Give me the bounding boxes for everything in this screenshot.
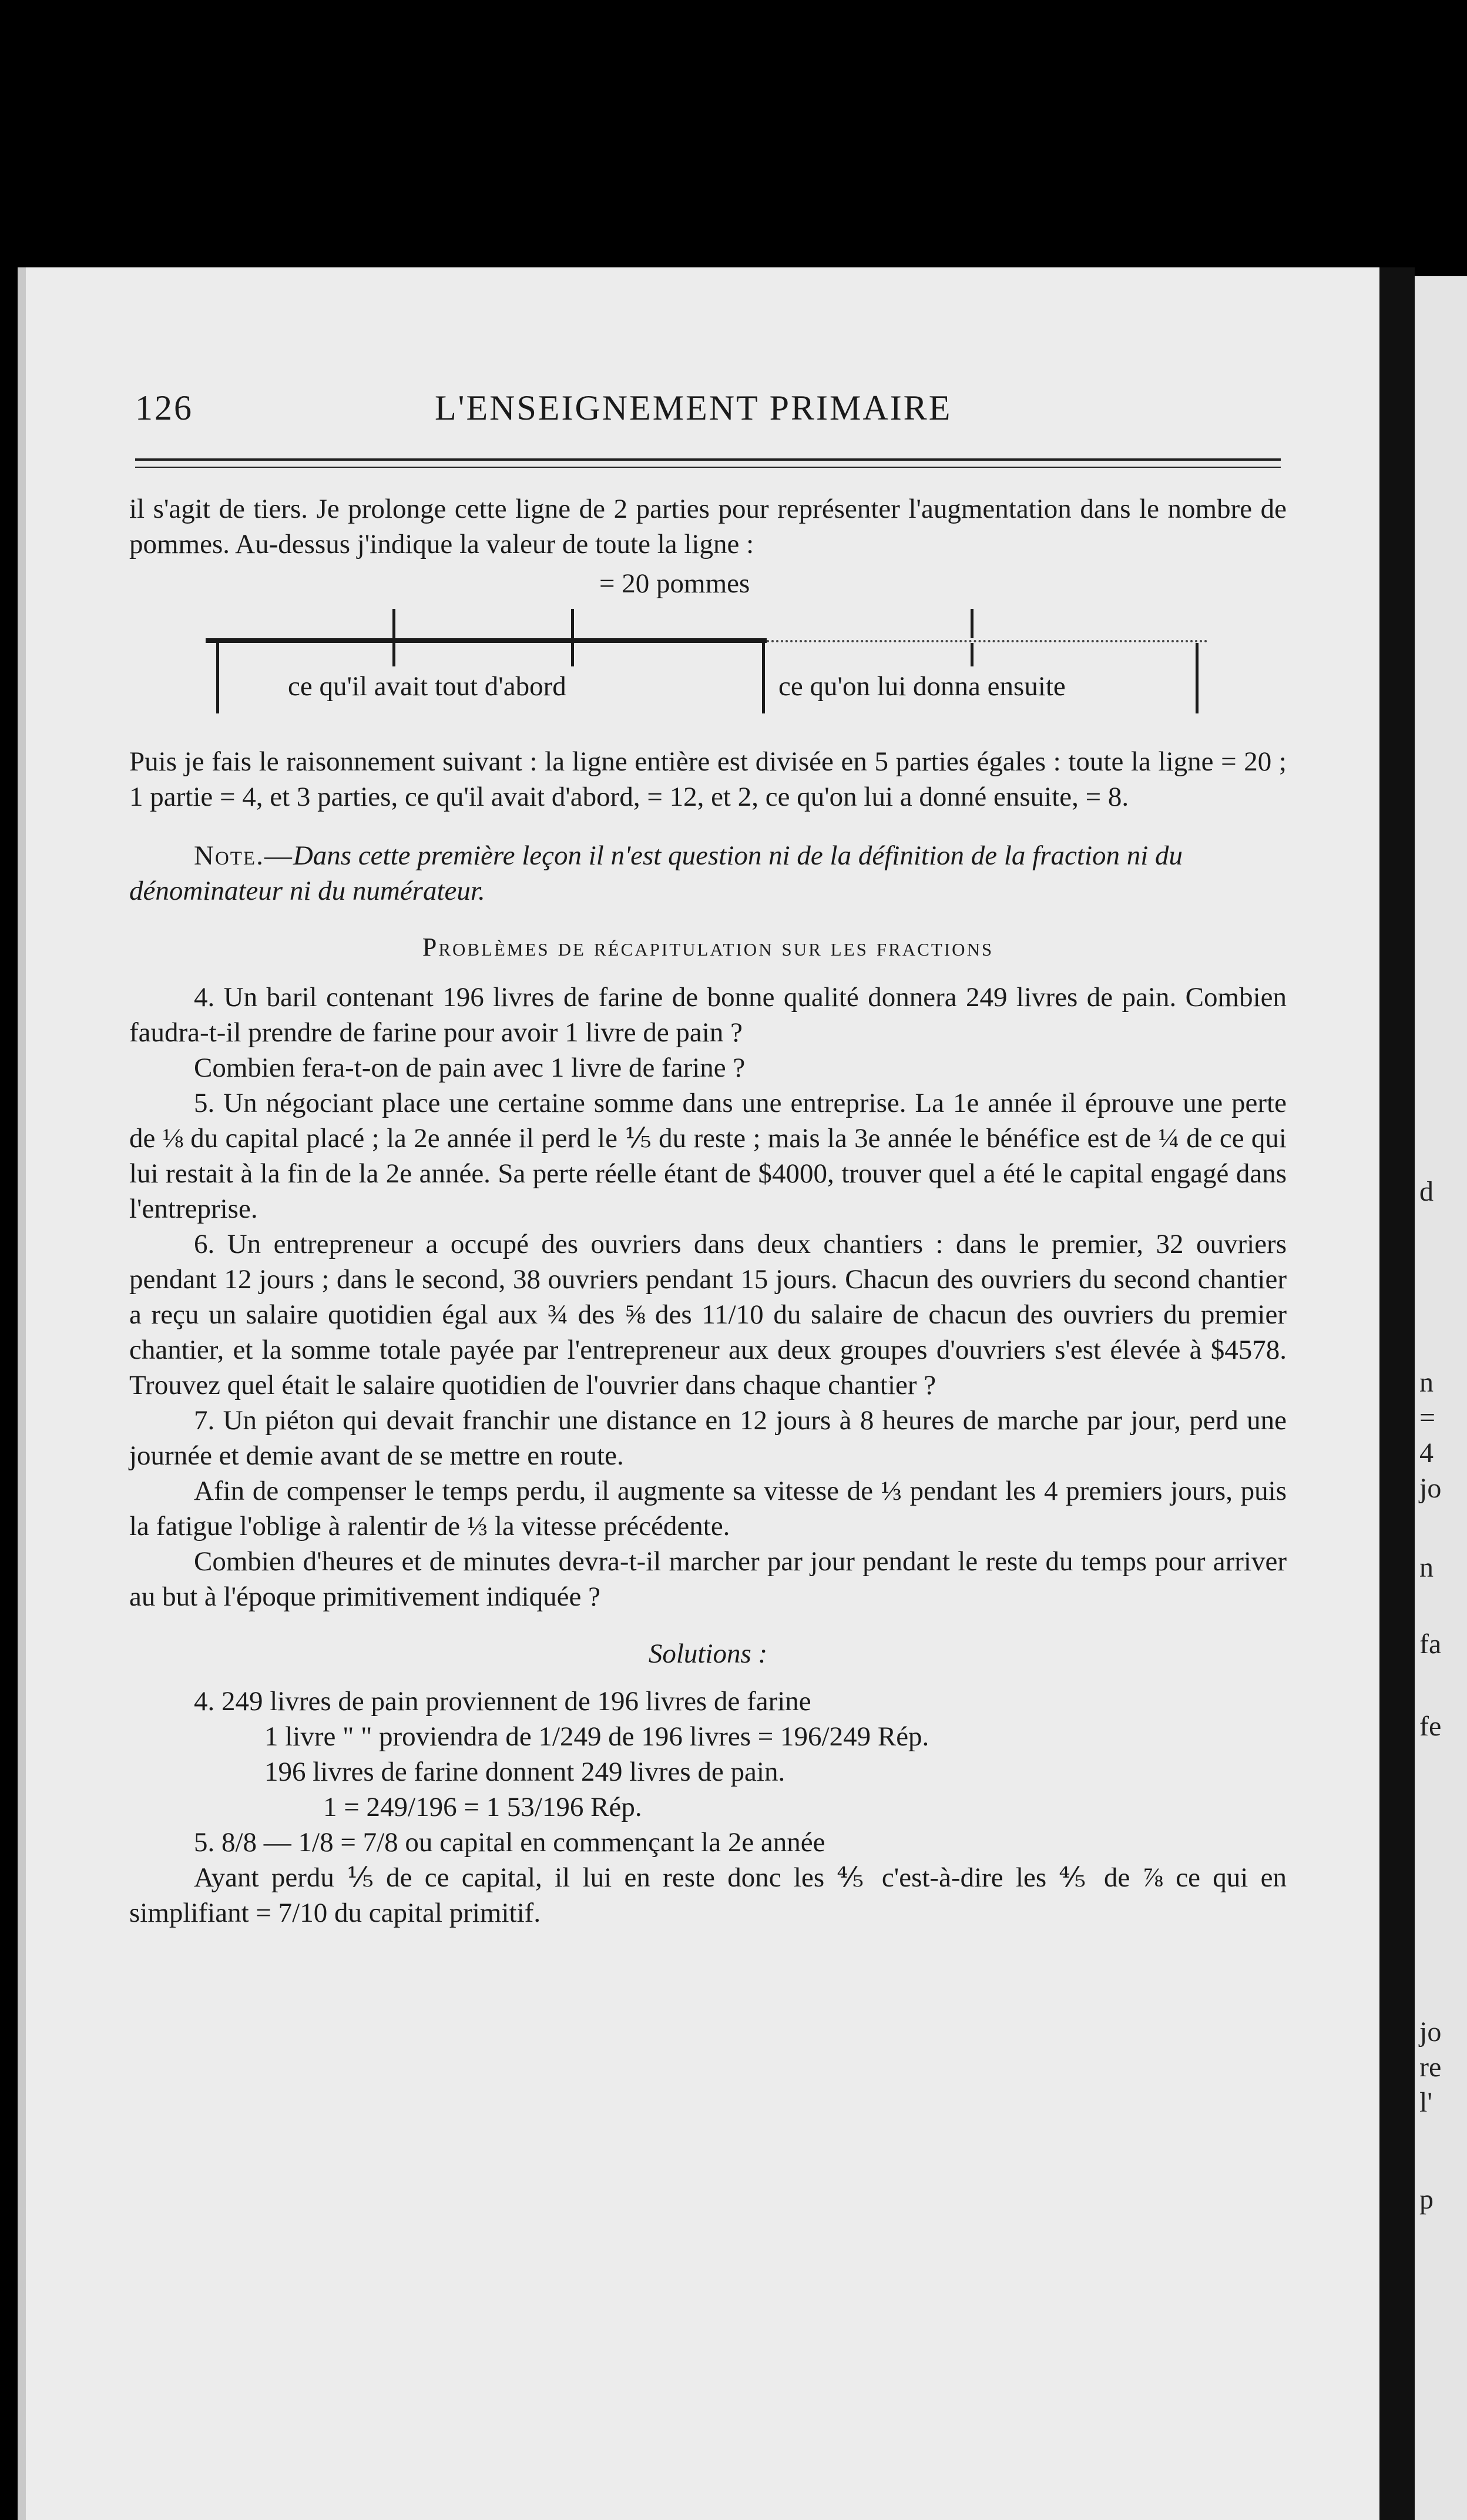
adjacent-fragment: fe: [1419, 1711, 1442, 1742]
body-text: [129, 491, 1287, 562]
adjacent-fragment: 4: [1419, 1437, 1434, 1469]
note-label: Note.—: [194, 840, 293, 871]
reasoning-paragraph: Puis je fais le raisonnement suivant : la ligne entière est divisée en 5 parties égales : toute la ligne = 20 ; 1 partie = 4, et 3 parties, ce qu'il avait d'abord, = 12, et 2, ce qu'on lui a donné ensuite, = 8.: [129, 746, 1287, 812]
diagram-dotted-line: [767, 640, 1207, 642]
adjacent-fragment: jo: [1419, 2016, 1442, 2048]
fraction-line-diagram: [129, 568, 1287, 744]
page-edge-shadow: [18, 267, 26, 2520]
adjacent-fragment: jo: [1419, 1473, 1442, 1504]
page-header: [129, 388, 1287, 441]
intro-paragraph: il s'agit de tiers. Je prolonge cette ligne de 2 parties pour représenter l'augmentation dans le nombre de pommes. Au-dessus j'indique la valeur de toute la ligne :: [129, 494, 1287, 559]
page-number: 126: [135, 388, 193, 427]
diagram-tick: [571, 643, 574, 666]
diagram-tick: [971, 643, 973, 666]
running-title: L'ENSEIGNEMENT PRIMAIRE: [435, 388, 952, 427]
note-text: Dans cette première leçon il n'est question ni de la définition de la fraction ni du dénominateur ni du numérateur.: [129, 840, 1183, 906]
section-title: Problèmes de récapitulation sur les fractions: [422, 933, 994, 961]
diagram-tick: [971, 609, 973, 638]
diagram-tick: [571, 609, 574, 638]
adjacent-fragment: l': [1419, 2087, 1432, 2118]
solution-paragraph: Ayant perdu ⅕ de ce capital, il lui en reste donc les ⅘ c'est-à-dire les ⅘ de ⅞ ce qui en simplifiant = 7/10 du capital primitif.: [129, 1862, 1287, 1928]
page-content: [129, 388, 1287, 1931]
problem-7-question: Combien d'heures et de minutes devra-t-il marcher par jour pendant le reste du temps pour arriver au but à l'époque primitivement indiquée ?: [129, 1546, 1287, 1612]
adjacent-page: [1415, 276, 1467, 2520]
diagram-solid-line: [206, 638, 767, 643]
reasoning-block: [129, 744, 1287, 815]
adjacent-fragment: n: [1419, 1552, 1434, 1583]
diagram-total-label: = 20 pommes: [599, 568, 750, 599]
solution-line: 5. 8/8 — 1/8 = 7/8 ou capital en commençant la 2e année: [194, 1827, 825, 1858]
adjacent-fragment: d: [1419, 1176, 1434, 1207]
diagram-bracket: [762, 643, 765, 713]
adjacent-fragment: n: [1419, 1367, 1434, 1398]
problem-4: 4. Un baril contenant 196 livres de farine de bonne qualité donnera 249 livres de pain. Combien faudra-t-il prendre de farine pour avoir 1 livre de pain ?: [129, 982, 1287, 1048]
solution-line: 1 livre " " proviendra de 1/249 de 196 livres = 196/249 Rép.: [264, 1721, 929, 1752]
problem-4-question: Combien fera-t-on de pain avec 1 livre de farine ?: [194, 1053, 746, 1083]
solutions-title: Solutions :: [648, 1638, 768, 1669]
gutter-shadow: [1379, 267, 1415, 2520]
problem-7-part-b: Afin de compenser le temps perdu, il augmente sa vitesse de ⅓ pendant les 4 premiers jours, puis la fatigue l'oblige à ralentir de ⅓ la vitesse précédente.: [129, 1476, 1287, 1542]
problem-5: 5. Un négociant place une certaine somme dans une entreprise. La 1e année il éprouve une perte de ⅛ du capital placé ; la 2e année il perd le ⅕ du reste ; mais la 3e année le bénéfice est de ¼ de ce qui lui restait à la fin de la 2e année. Sa perte réelle étant de $4000, trouver quel a été le capital engagé dans l'entreprise.: [129, 1088, 1287, 1224]
diagram-right-label: ce qu'on lui donna ensuite: [778, 671, 1066, 702]
problem-7: 7. Un piéton qui devait franchir une distance en 12 jours à 8 heures de marche par jour, perd une journée et demie avant de se mettre en route.: [129, 1405, 1287, 1471]
solution-line: 4. 249 livres de pain proviennent de 196 livres de farine: [194, 1686, 811, 1717]
problem-6: 6. Un entrepreneur a occupé des ouvriers dans deux chantiers : dans le premier, 32 ouvriers pendant 12 jours ; dans le second, 38 ouvriers pendant 15 jours. Chacun des ouvriers du second chantier a reçu un salaire quotidien égal aux ¾ des ⅝ des 11/10 du salaire de chacun des ouvriers du premier chantier, et la somme totale payée par l'entrepreneur aux deux groupes d'ouvriers s'est élevée à $4578. Trouvez quel était le salaire quotidien de l'ouvrier dans chaque chantier ?: [129, 1229, 1287, 1400]
diagram-tick: [392, 609, 395, 638]
adjacent-fragment: p: [1419, 2184, 1434, 2215]
note-block: [129, 838, 1287, 909]
diagram-left-label: ce qu'il avait tout d'abord: [288, 671, 566, 702]
solution-line: 196 livres de farine donnent 249 livres de pain.: [264, 1757, 785, 1787]
header-rule: [135, 458, 1281, 468]
adjacent-fragment: fa: [1419, 1628, 1442, 1660]
adjacent-fragment: =: [1419, 1402, 1436, 1433]
solutions-block: [129, 1684, 1287, 1931]
diagram-bracket: [1196, 643, 1199, 713]
adjacent-fragment: re: [1419, 2052, 1442, 2083]
diagram-bracket: [216, 643, 219, 713]
problems-list: [129, 980, 1287, 1614]
solution-line: 1 = 249/196 = 1 53/196 Rép.: [323, 1792, 642, 1822]
diagram-tick: [392, 643, 395, 666]
